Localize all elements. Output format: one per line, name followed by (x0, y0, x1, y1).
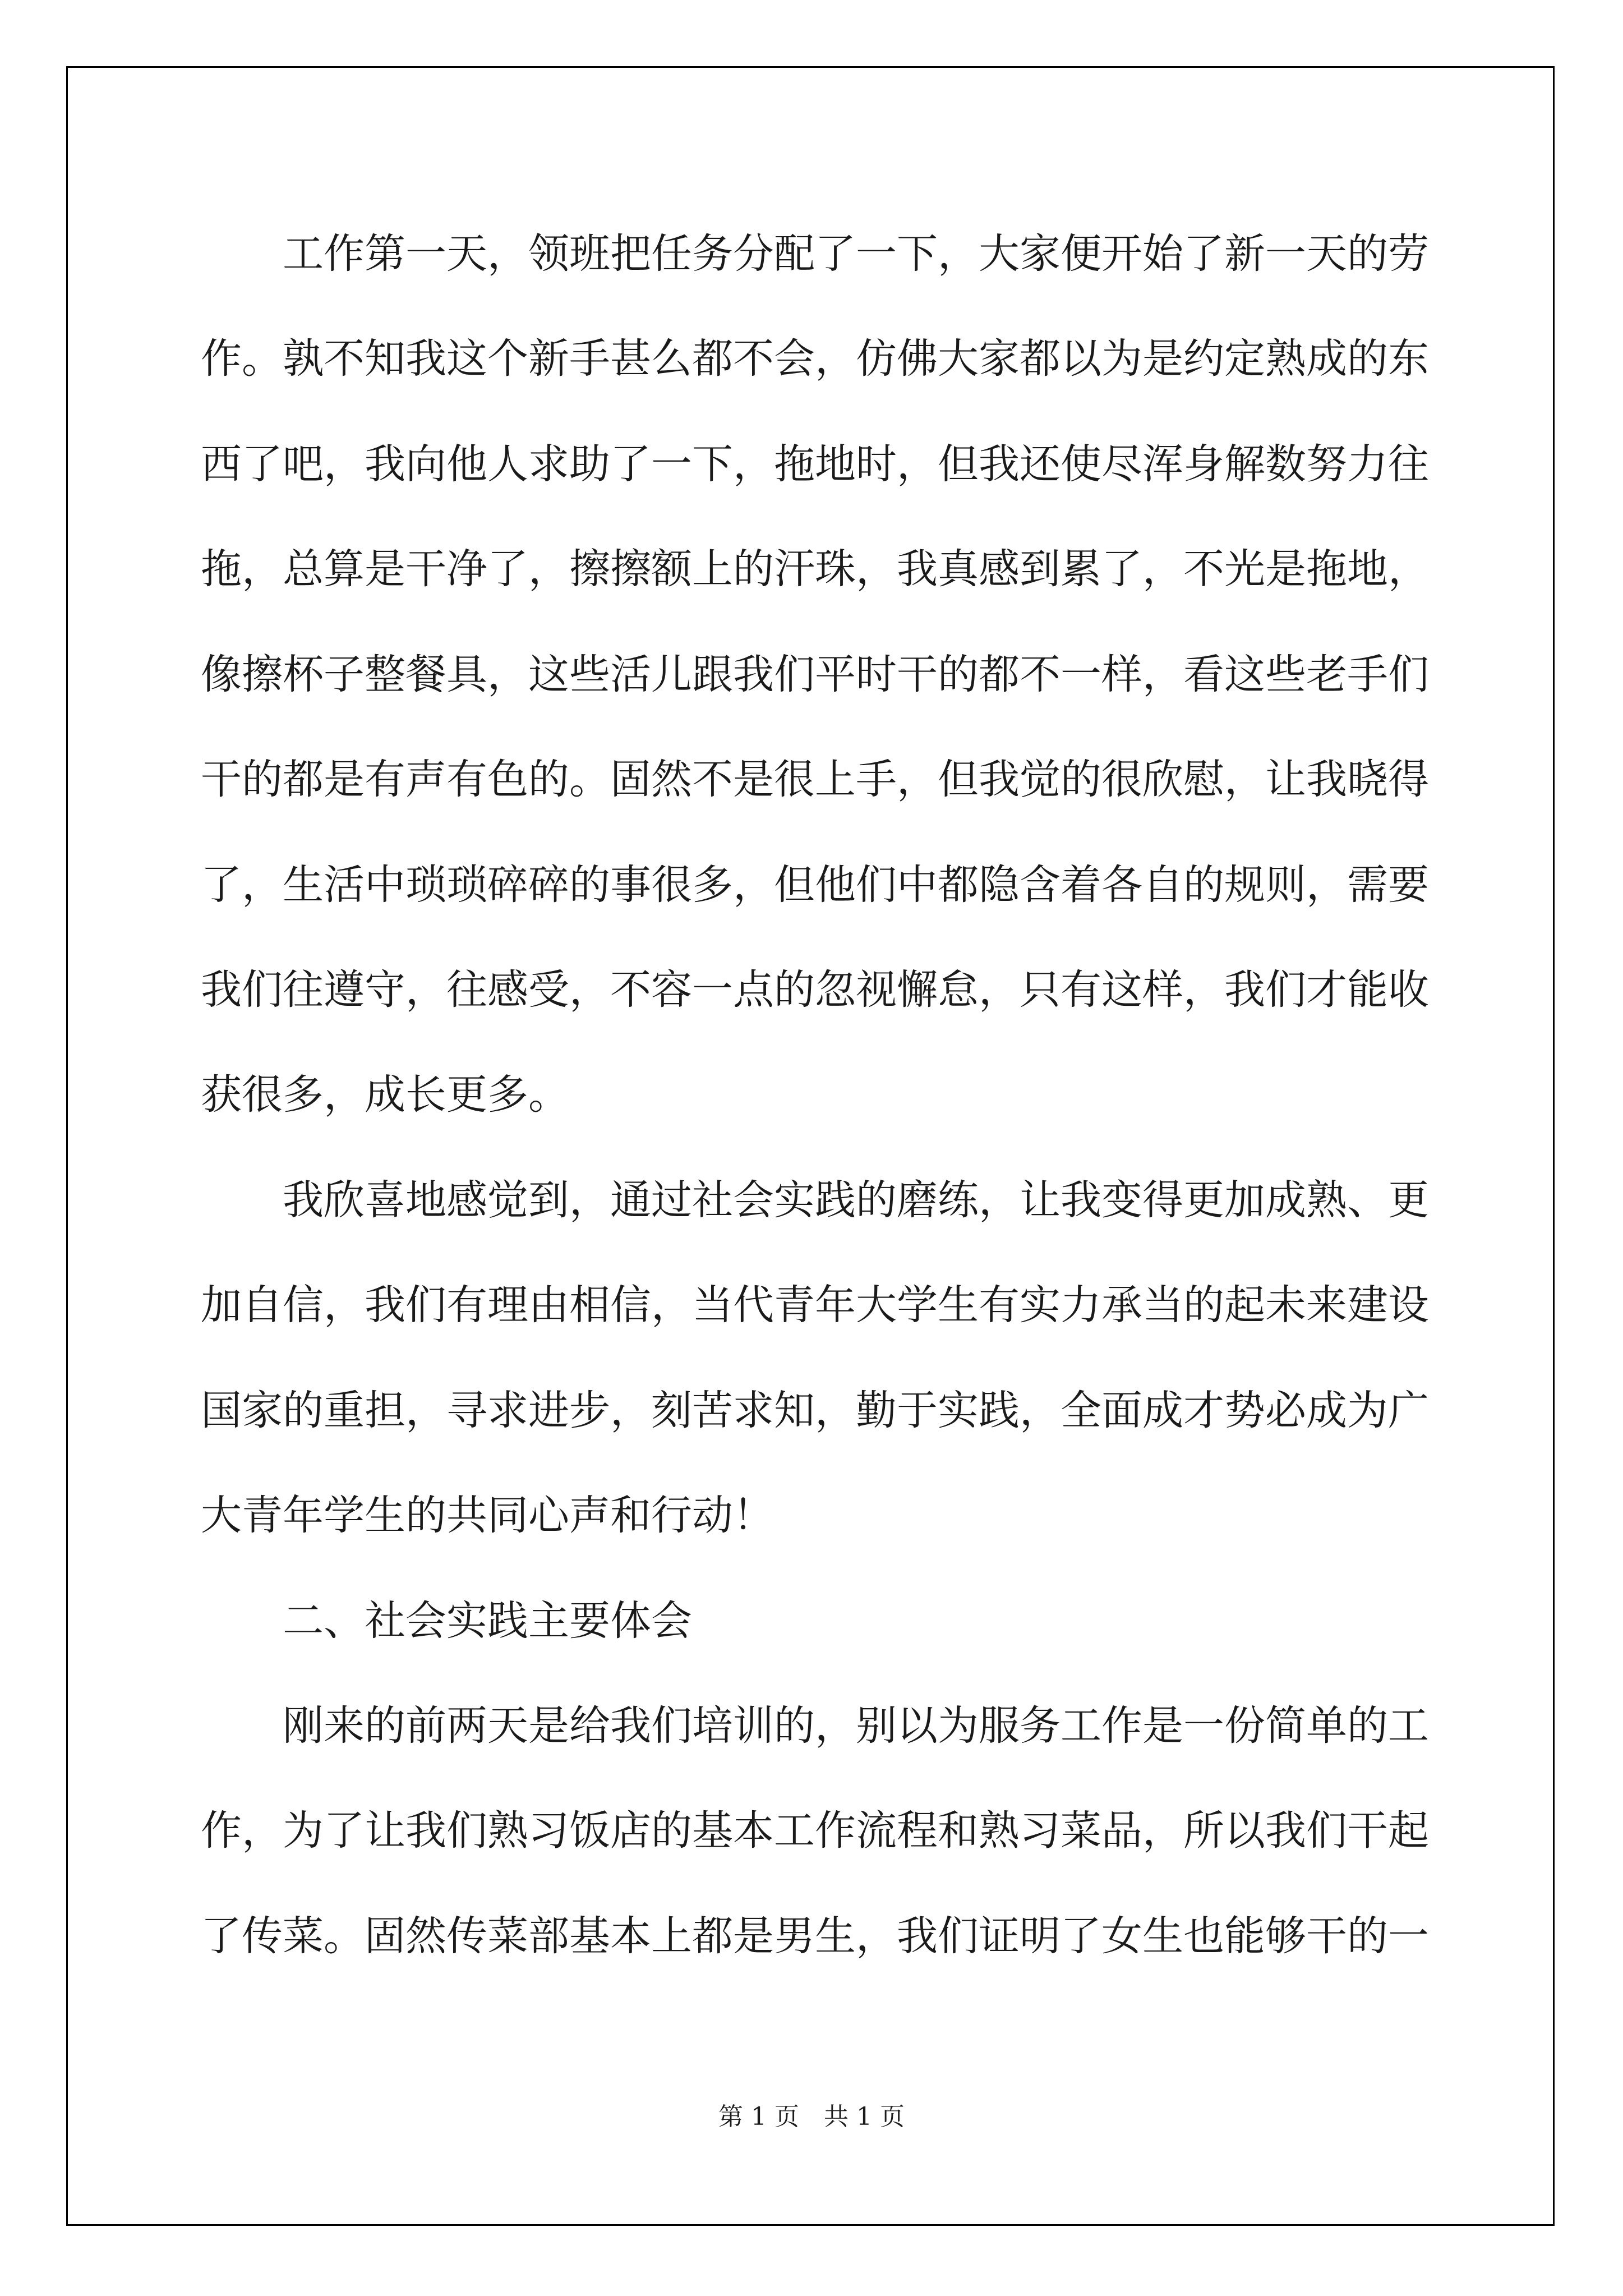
text-line: 干的都是有声有色的。固然不是很上手，但我觉的很欣慰，让我晓得 (201, 756, 1429, 803)
text-line: 获很多，成长更多。 (201, 1071, 569, 1119)
text-line: 加自信，我们有理由相信，当代青年大学生有实力承当的起未来建设 (201, 1281, 1429, 1329)
text-line: 国家的重担，寻求进步，刻苦求知，勤于实践，全面成才势必成为广 (201, 1387, 1429, 1434)
page-footer (0, 2100, 1623, 2134)
text-line: 作。孰不知我这个新手甚么都不会，仿佛大家都以为是约定熟成的东 (201, 335, 1429, 383)
text-line: 了，生活中琐琐碎碎的事很多，但他们中都隐含着各自的规则，需要 (201, 861, 1429, 909)
text-line: 我们往遵守，往感受，不容一点的忽视懈怠，只有这样，我们才能收 (201, 966, 1429, 1014)
page-number: 第 1 页 (718, 2102, 799, 2131)
text-line: 西了吧，我向他人求助了一下，拖地时，但我还使尽浑身解数努力往 (201, 440, 1429, 488)
text-line: 像擦杯子整餐具，这些活儿跟我们平时干的都不一样，看这些老手们 (201, 651, 1429, 698)
text-line: 了传菜。固然传菜部基本上都是男生，我们证明了女生也能够干的一 (201, 1912, 1429, 1960)
text-line: 作，为了让我们熟习饭店的基本工作流程和熟习菜品，所以我们干起 (201, 1807, 1429, 1855)
text-line: 工作第一天，领班把任务分配了一下，大家便开始了新一天的劳 (201, 230, 1429, 278)
page-total: 共 1 页 (824, 2102, 905, 2131)
text-line: 大青年学生的共同心声和行动！ (201, 1492, 774, 1539)
section-heading: 二、社会实践主要体会 (201, 1597, 692, 1645)
text-line: 拖，总算是干净了，擦擦额上的汗珠，我真感到累了，不光是拖地， (201, 545, 1429, 593)
text-line: 刚来的前两天是给我们培训的，别以为服务工作是一份简单的工 (201, 1702, 1429, 1750)
page-border (66, 66, 1555, 2226)
text-line: 我欣喜地感觉到，通过社会实践的磨练，让我变得更加成熟、更 (201, 1176, 1429, 1224)
